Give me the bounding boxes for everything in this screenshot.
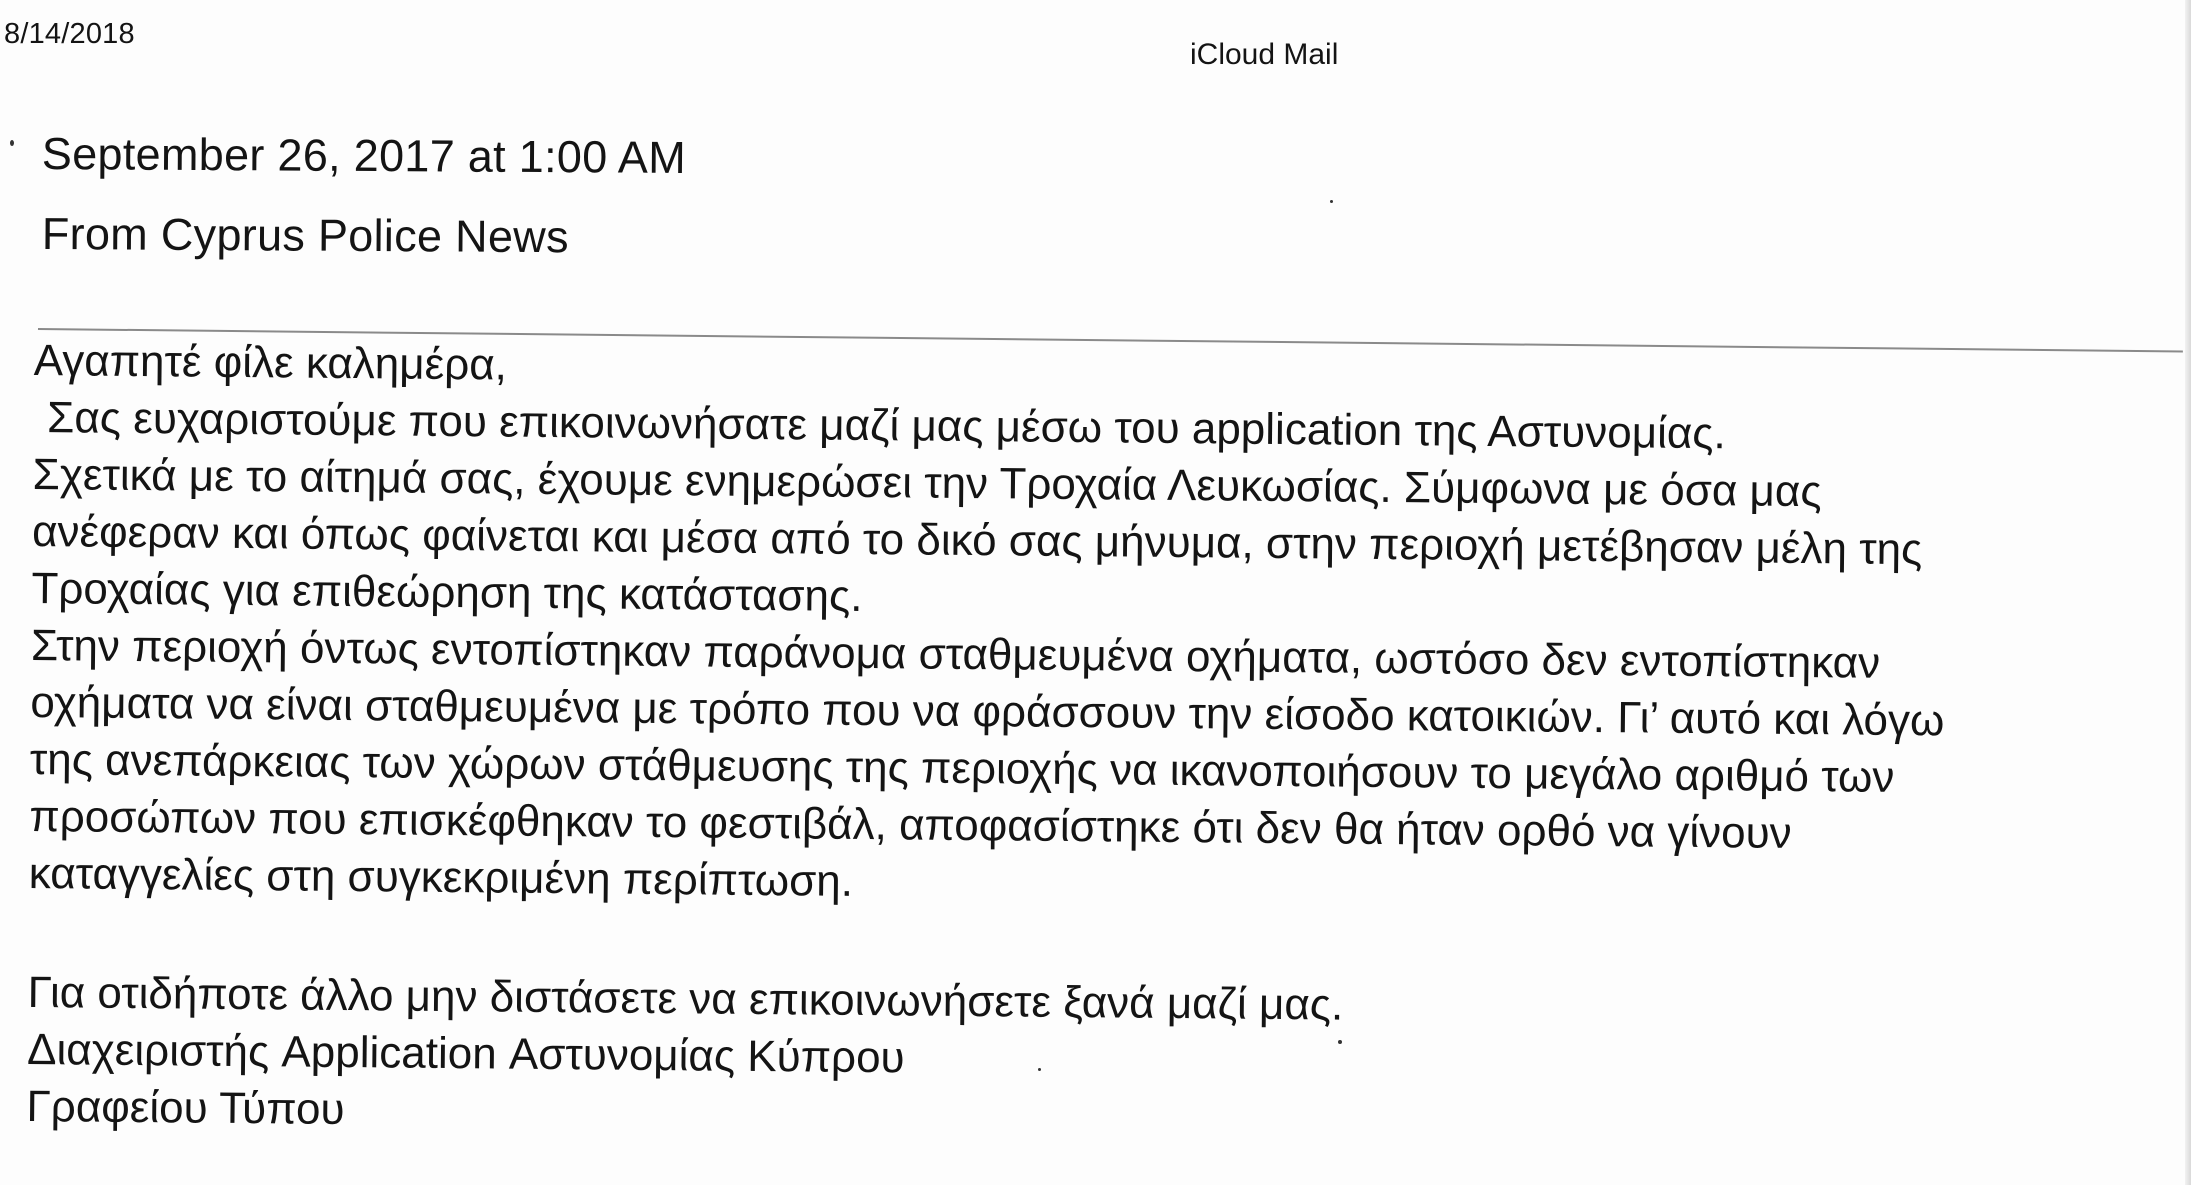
message-sender: From Cyprus Police News (41, 208, 570, 263)
body-line: Τροχαίας για επιθεώρηση της κατάστασης. (31, 563, 863, 621)
body-line: Σχετικά με το αίτημά σας, έχουμε ενημερώσει την Τροχαία Λευκωσίας. Σύμφωνα με όσα μας (32, 449, 1822, 517)
body-line: ανέφεραν και όπως φαίνεται και μέσα από το δικό σας μήνυμα, στην περιοχή μετέβησαν μέλη της (31, 506, 1923, 575)
scan-speck (1038, 1068, 1041, 1071)
body-line: καταγγελίες στη συγκεκριμένη περίπτωση. (28, 848, 854, 906)
body-line: της ανεπάρκειας των χώρων στάθμευσης της περιοχής να ικανοποιήσουν το μεγάλο αριθμό των (29, 734, 1895, 802)
message-body (26, 332, 2174, 1156)
body-line: Στην περιοχή όντως εντοπίστηκαν παράνομα σταθμευμένα οχήματα, ωστόσο δεν εντοπίστηκαν (30, 620, 1881, 688)
scan-speck (10, 140, 14, 146)
body-line: Σας ευχαριστούμε που επικοινωνήσατε μαζί μας μέσω του application της Αστυνομίας. (46, 393, 1726, 459)
body-line: οχήματα να είναι σταθμευμένα με τρόπο που να φράσσουν την είσοδο κατοικιών. Γι’ αυτό και λόγω (30, 677, 1945, 746)
closing-line: Για οτιδήποτε άλλο μην διστάσετε να επικοινωνήσετε ξανά μαζί μας. (27, 967, 1344, 1030)
scan-speck (1338, 1040, 1342, 1044)
signature-line: Διαχειριστής Application Αστυνομίας Κύπρου (26, 1024, 905, 1083)
body-line: προσώπων που επισκέφθηκαν το φεστιβάλ, αποφασίστηκε ότι δεν θα ήταν ορθό να γίνουν (29, 791, 1792, 858)
print-date: 8/14/2018 (4, 18, 135, 50)
print-header-title: iCloud Mail (1190, 38, 1339, 71)
scan-edge (2185, 0, 2191, 1185)
greeting-line: Αγαπητέ φίλε καλημέρα, (33, 335, 508, 390)
scan-speck (1330, 200, 1333, 203)
message-date: September 26, 2017 at 1:00 AM (41, 128, 687, 183)
signature-department: Γραφείου Τύπου (26, 1081, 345, 1135)
